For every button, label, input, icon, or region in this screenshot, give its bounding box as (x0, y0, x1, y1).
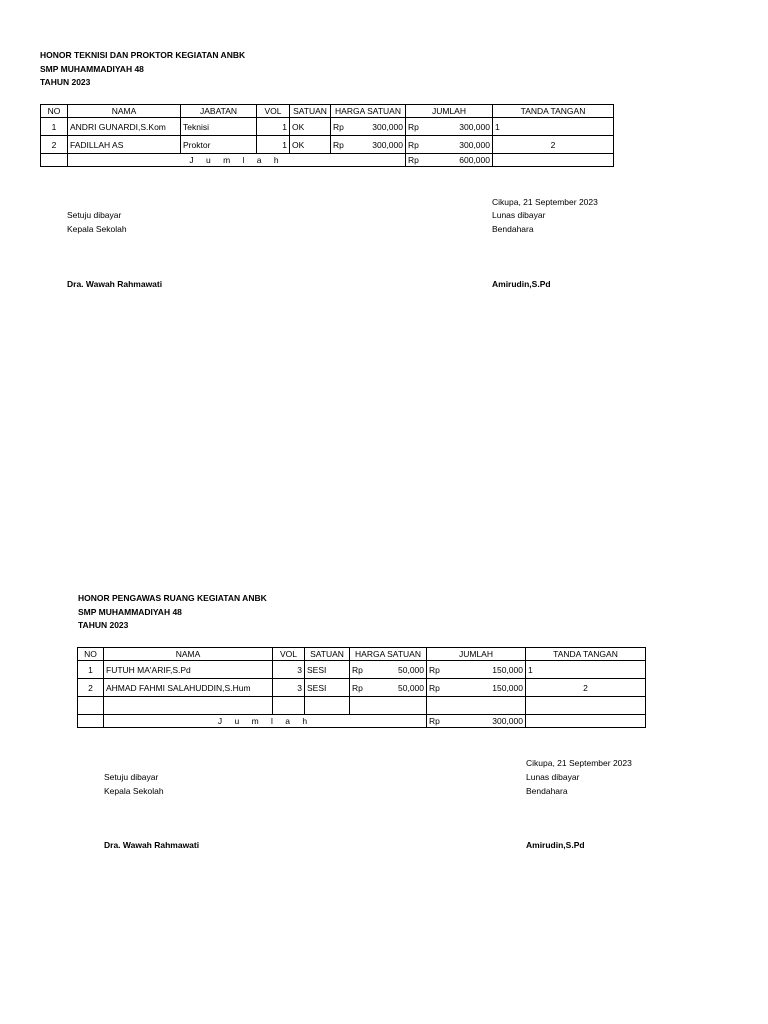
currency: Rp (352, 682, 363, 693)
doc1-approve-label: Setuju dibayar (67, 210, 122, 220)
row-ttd: 1 (493, 118, 614, 136)
amount: 150,000 (492, 664, 523, 675)
row-harga (350, 679, 427, 697)
row-no: 1 (78, 661, 104, 679)
currency: Rp (408, 139, 419, 150)
doc2-approver-name: Dra. Wawah Rahmawati (104, 840, 200, 850)
doc1-title-block (40, 49, 245, 90)
col-vol-header: VOL (257, 105, 290, 118)
currency: Rp (333, 139, 344, 150)
table-row (41, 136, 614, 154)
doc2-year: TAHUN 2023 (78, 620, 129, 630)
col-ttd-header: TANDA TANGAN (493, 105, 614, 118)
col-nama-header: NAMA (104, 648, 273, 661)
doc2-treasurer-name: Amirudin,S.Pd (526, 840, 585, 850)
row-nama: FUTUH MA'ARIF,S.Pd (104, 661, 273, 679)
row-jumlah (427, 679, 526, 697)
doc2-approver-role: Kepala Sekolah (104, 786, 164, 796)
total-label: J u m l a h (68, 154, 406, 167)
amount: 300,000 (492, 716, 523, 726)
row-jabatan: Teknisi (181, 118, 257, 136)
doc1-paid-label: Lunas dibayar (492, 210, 546, 220)
doc1-approver-name: Dra. Wawah Rahmawati (67, 279, 163, 289)
amount: 600,000 (459, 155, 490, 165)
doc2-place-date: Cikupa, 21 September 2023 (526, 758, 632, 768)
row-vol: 3 (273, 661, 305, 679)
doc2-school: SMP MUHAMMADIYAH 48 (78, 606, 182, 617)
row-no: 2 (78, 679, 104, 697)
row-vol: 3 (273, 679, 305, 697)
col-nama-header: NAMA (68, 105, 181, 118)
row-satuan: OK (290, 118, 331, 136)
table-row (78, 679, 646, 697)
col-harga-header: HARGA SATUAN (331, 105, 406, 118)
row-no: 2 (41, 136, 68, 154)
currency: Rp (408, 155, 419, 165)
doc1-approver-role: Kepala Sekolah (67, 224, 127, 234)
currency: Rp (429, 664, 440, 675)
total-label: J u m l a h (104, 715, 427, 728)
col-ttd-header: TANDA TANGAN (526, 648, 646, 661)
row-ttd: 2 (526, 679, 646, 697)
col-jumlah-header: JUMLAH (406, 105, 493, 118)
doc2-approve-label: Setuju dibayar (104, 772, 159, 782)
amount: 300,000 (459, 139, 490, 150)
total-amount (406, 154, 493, 167)
row-jumlah (427, 661, 526, 679)
row-harga (331, 136, 406, 154)
doc2-title: HONOR PENGAWAS RUANG KEGIATAN ANBK (78, 593, 267, 603)
currency: Rp (352, 664, 363, 675)
row-no: 1 (41, 118, 68, 136)
row-jabatan: Proktor (181, 136, 257, 154)
row-nama: FADILLAH AS (68, 136, 181, 154)
col-vol-header: VOL (273, 648, 305, 661)
col-no-header: NO (78, 648, 104, 661)
currency: Rp (408, 121, 419, 132)
doc1-place-date: Cikupa, 21 September 2023 (492, 197, 598, 207)
amount: 300,000 (459, 121, 490, 132)
row-satuan: SESI (305, 679, 350, 697)
col-no-header: NO (41, 105, 68, 118)
row-vol: 1 (257, 118, 290, 136)
row-satuan: OK (290, 136, 331, 154)
doc2-paid-label: Lunas dibayar (526, 772, 580, 782)
col-jabatan-header: JABATAN (181, 105, 257, 118)
table-row (41, 118, 614, 136)
doc1-treasurer-name: Amirudin,S.Pd (492, 279, 551, 289)
doc1-honor-table (40, 104, 614, 167)
amount: 50,000 (398, 682, 424, 693)
amount: 300,000 (372, 139, 403, 150)
doc2-total-row (78, 715, 646, 728)
doc1-total-row (41, 154, 614, 167)
amount: 50,000 (398, 664, 424, 675)
amount: 300,000 (372, 121, 403, 132)
doc2-title-block (78, 592, 267, 633)
doc2-header-row (78, 648, 646, 661)
row-nama: AHMAD FAHMI SALAHUDDIN,S.Hum (104, 679, 273, 697)
currency: Rp (333, 121, 344, 132)
currency: Rp (429, 682, 440, 693)
table-row (78, 697, 646, 715)
row-satuan: SESI (305, 661, 350, 679)
doc2-treasurer-role: Bendahara (526, 786, 568, 796)
amount: 150,000 (492, 682, 523, 693)
row-ttd: 1 (526, 661, 646, 679)
table-row (78, 661, 646, 679)
doc1-title: HONOR TEKNISI DAN PROKTOR KEGIATAN ANBK (40, 50, 246, 60)
col-satuan-header: SATUAN (305, 648, 350, 661)
doc2-honor-table (77, 647, 646, 728)
doc1-year: TAHUN 2023 (40, 77, 91, 87)
col-satuan-header: SATUAN (290, 105, 331, 118)
row-jumlah (406, 136, 493, 154)
row-vol: 1 (257, 136, 290, 154)
doc1-header-row (41, 105, 614, 118)
total-amount (427, 715, 526, 728)
row-ttd: 2 (493, 136, 614, 154)
col-harga-header: HARGA SATUAN (350, 648, 427, 661)
col-jumlah-header: JUMLAH (427, 648, 526, 661)
row-harga (331, 118, 406, 136)
currency: Rp (429, 716, 440, 726)
row-nama: ANDRI GUNARDI,S.Kom (68, 118, 181, 136)
row-jumlah (406, 118, 493, 136)
doc1-treasurer-role: Bendahara (492, 224, 534, 234)
doc1-school: SMP MUHAMMADIYAH 48 (40, 63, 144, 74)
row-harga (350, 661, 427, 679)
